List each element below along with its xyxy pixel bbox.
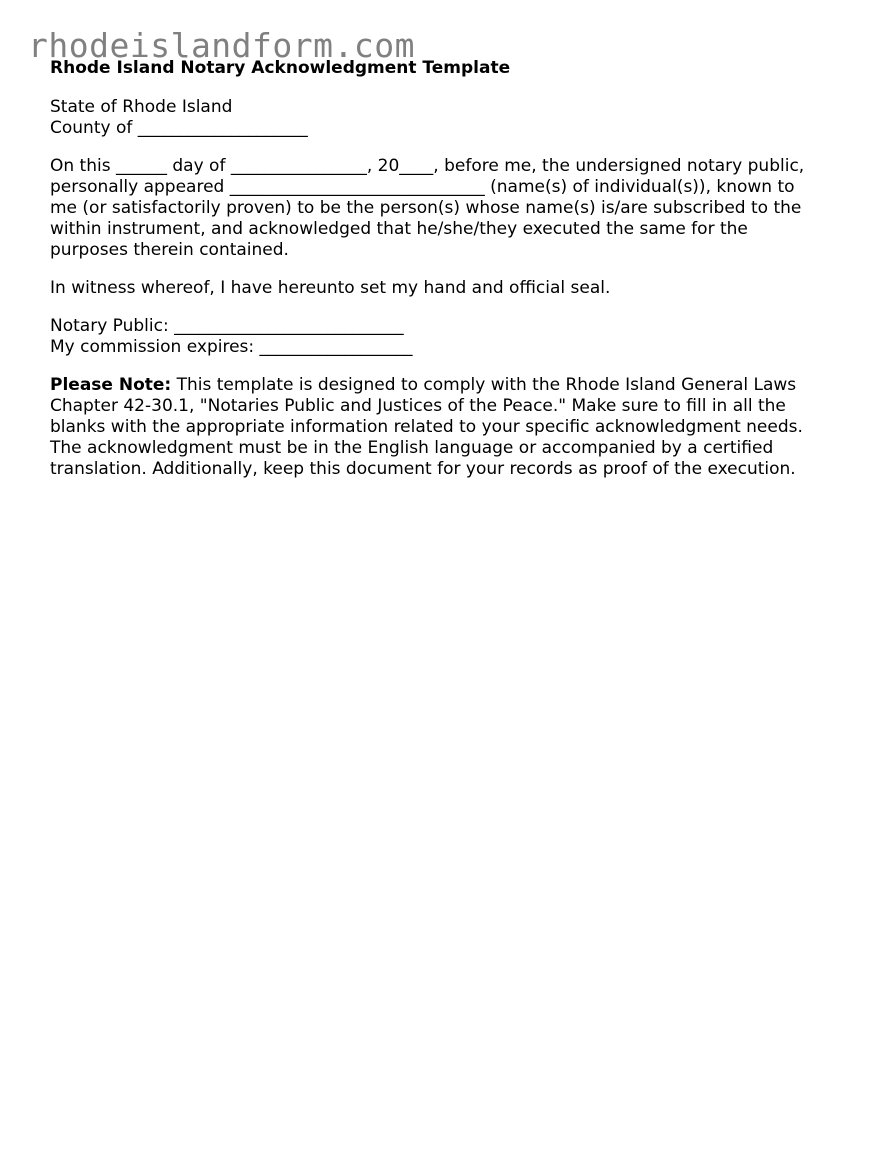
note-line: translation. Additionally, keep this document for your records as proof of the execution. — [50, 459, 796, 479]
document-body — [50, 58, 850, 497]
witness-line: In witness whereof, I have hereunto set my hand and official seal. — [50, 278, 611, 298]
site-watermark: rhodeislandform.com — [28, 26, 415, 65]
acknowledgment-line: personally appeared ______________________________ (name(s) of individual(s)), known to — [50, 177, 795, 197]
note-line: blanks with the appropriate information related to your specific acknowledgment needs. — [50, 417, 803, 437]
acknowledgment-line: purposes therein contained. — [50, 240, 289, 260]
county-line: County of ____________________ — [50, 118, 308, 138]
note-label: Please Note: — [50, 375, 172, 395]
venue-block — [50, 97, 850, 139]
acknowledgment-line: within instrument, and acknowledged that he/she/they executed the same for the — [50, 219, 748, 239]
notary-public-line: Notary Public: ___________________________ — [50, 316, 404, 336]
note-line: The acknowledgment must be in the English language or accompanied by a certified — [50, 438, 774, 458]
document-title: Rhode Island Notary Acknowledgment Template — [50, 58, 511, 78]
acknowledgment-line: me (or satisfactorily proven) to be the person(s) whose name(s) is/are subscribed to the — [50, 198, 802, 218]
witness-paragraph — [50, 278, 850, 299]
state-line: State of Rhode Island — [50, 97, 233, 117]
note-text: This template is designed to comply with the Rhode Island General Laws — [171, 375, 797, 395]
note-paragraph — [50, 375, 850, 480]
note-line: Chapter 42-30.1, "Notaries Public and Justices of the Peace." Make sure to fill in all the — [50, 396, 786, 416]
note-line — [50, 375, 850, 396]
commission-expires-line: My commission expires: __________________ — [50, 337, 413, 357]
acknowledgment-line: On this ______ day of ________________, 20____, before me, the undersigned notary public, — [50, 156, 805, 176]
acknowledgment-paragraph — [50, 156, 850, 261]
signature-block — [50, 316, 850, 358]
